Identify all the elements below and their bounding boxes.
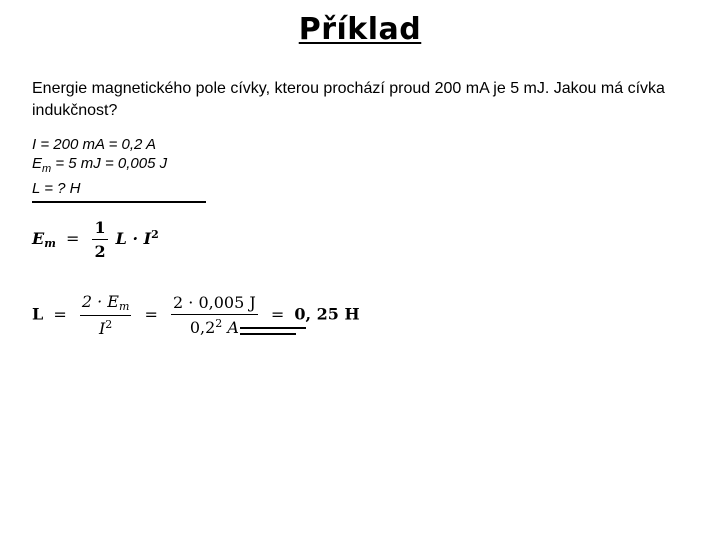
formula1-den: 2 xyxy=(94,242,106,261)
formula2-lhs: L xyxy=(32,304,44,324)
page-title: Příklad xyxy=(298,12,422,47)
formula1-fraction xyxy=(92,218,107,261)
formula2-f1-den-sup: 2 xyxy=(105,318,113,331)
given-unknown: L = ? H xyxy=(32,180,81,197)
formula2-f2-num: 2 · 0,005 J xyxy=(171,293,258,315)
given-current: I = 200 mA = 0,2 A xyxy=(32,136,156,153)
answer-underline-1 xyxy=(240,327,306,329)
given-values xyxy=(32,135,167,198)
formula2-f1-num-sub: m xyxy=(118,300,130,313)
formula1-num: 1 xyxy=(92,218,107,240)
formula2-eq1: = xyxy=(53,304,67,324)
given-divider xyxy=(32,201,206,203)
given-energy xyxy=(32,154,167,179)
formula2-eq2: = xyxy=(144,304,158,324)
formula2-f1-num: 2 · E xyxy=(81,292,119,311)
problem-statement: Energie magnetického pole cívky, kterou prochází proud 200 mA je 5 mJ. Jakou má cívka indukčnost? xyxy=(32,80,665,119)
formula1-eq: = xyxy=(65,229,80,248)
formula2-fraction2 xyxy=(171,293,258,337)
formula2-result: 0, 25 H xyxy=(294,304,360,324)
inductance-formula xyxy=(32,292,360,338)
energy-subscript: m xyxy=(42,163,52,175)
energy-formula xyxy=(32,218,159,261)
formula1-rhs: L · I xyxy=(115,229,152,248)
formula2-f2-den-sup: 2 xyxy=(215,317,223,330)
formula2-f2-den: 0,2 xyxy=(189,318,216,337)
formula2-fraction1 xyxy=(80,292,132,338)
formula1-lhs-sub: m xyxy=(44,237,56,250)
energy-value: = 5 mJ = 0,005 J xyxy=(51,155,168,172)
formula1-rhs-sup: 2 xyxy=(151,228,159,241)
formula1-lhs: E xyxy=(32,229,45,248)
formula2-f2-den-unit: A xyxy=(222,318,239,337)
formula2-f1-den: I xyxy=(98,319,106,338)
formula2-eq3: = xyxy=(270,304,285,324)
answer-underline-2 xyxy=(240,333,296,335)
energy-symbol: E xyxy=(32,155,43,172)
